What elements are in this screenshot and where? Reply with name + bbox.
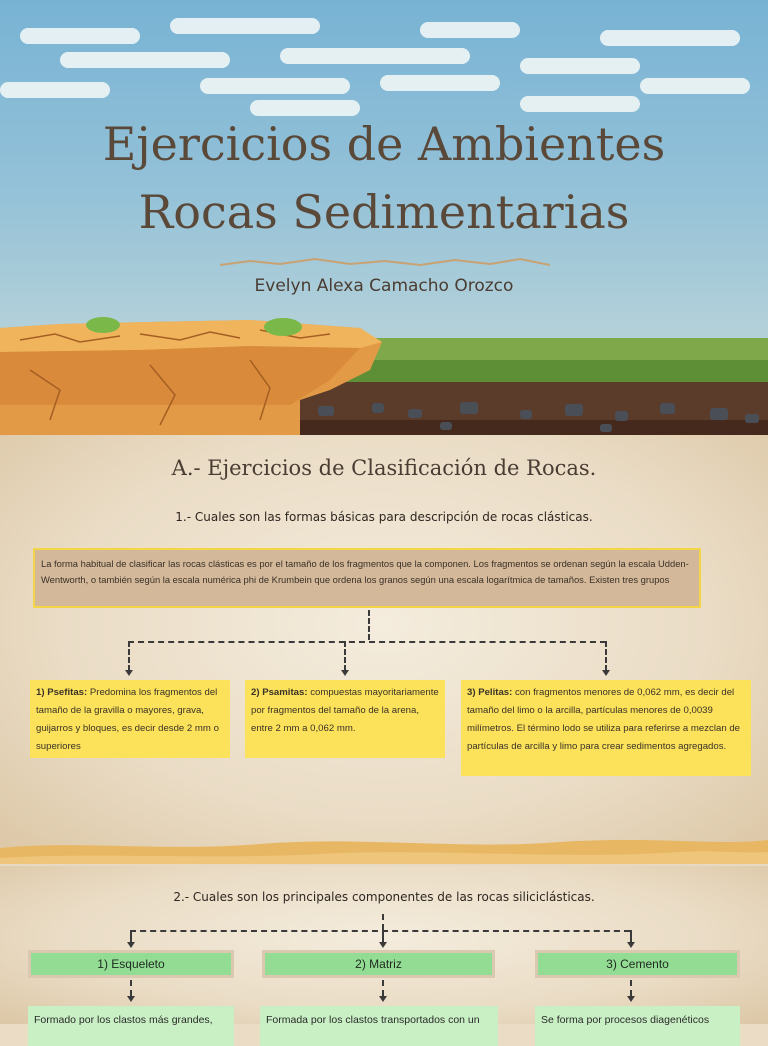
connector-line	[130, 930, 630, 932]
page-title-line2: Rocas Sedimentarias	[138, 185, 630, 239]
arrow-down-icon	[379, 942, 387, 948]
connector-line	[605, 641, 607, 671]
component-esqueleto: 1) Esqueleto	[28, 950, 234, 978]
group-psefitas	[30, 680, 230, 758]
group-term: 2) Psamitas:	[251, 687, 308, 698]
group-description: compuestas mayoritariamente por fragmentos del tamaño de la arena, entre 2 mm a 0,062 mm.	[251, 687, 439, 734]
connector-line	[368, 610, 370, 640]
question-1: 1.- Cuales son las formas básicas para descripción de rocas clásticas.	[175, 510, 593, 524]
question-2: 2.- Cuales son los principales componentes de las rocas siliciclásticas.	[173, 890, 595, 904]
title-banner	[0, 0, 768, 435]
component-cemento: 3) Cemento	[535, 950, 740, 978]
sand-divider	[0, 830, 768, 870]
cloud	[280, 48, 470, 64]
arrow-down-icon	[125, 670, 133, 676]
cloud	[60, 52, 230, 68]
cloud	[380, 75, 500, 91]
cloud	[170, 18, 320, 34]
group-psamitas	[245, 680, 445, 758]
connector-line	[128, 641, 130, 671]
connector-line	[382, 980, 384, 996]
arrow-down-icon	[379, 996, 387, 1002]
component-matriz: 2) Matriz	[262, 950, 495, 978]
connector-line	[382, 930, 384, 942]
author-name: Evelyn Alexa Camacho Orozco	[254, 276, 514, 296]
connector-line	[128, 641, 606, 643]
arrow-down-icon	[127, 996, 135, 1002]
cloud	[420, 22, 520, 38]
decorative-divider	[220, 256, 550, 270]
cemento-description: Se forma por procesos diagenéticos	[535, 1006, 740, 1046]
connector-line	[344, 641, 346, 671]
connector-line	[630, 980, 632, 996]
group-description: con fragmentos menores de 0,062 mm, es decir del tamaño del limo o la arcilla, partículas menores de 0,0039 milímetros. El término lodo se utiliza para referirse a mezclan de partículas de arcilla y limo para crear sedimentos agregados.	[467, 687, 740, 752]
page-title-line1: Ejercicios de Ambientes	[102, 117, 666, 171]
landscape-illustration	[0, 310, 768, 435]
section-classification	[0, 435, 768, 855]
arrow-down-icon	[127, 942, 135, 948]
section-a-heading: A.- Ejercicios de Clasificación de Rocas.	[171, 456, 597, 480]
group-term: 1) Psefitas:	[36, 687, 88, 698]
cloud	[0, 82, 110, 98]
arrow-down-icon	[627, 996, 635, 1002]
arrow-down-icon	[627, 942, 635, 948]
esqueleto-description: Formado por los clastos más grandes,	[28, 1006, 234, 1046]
matriz-description: Formada por los clastos transportados con un	[260, 1006, 498, 1046]
cloud	[520, 58, 640, 74]
arrow-down-icon	[602, 670, 610, 676]
cloud	[600, 30, 740, 46]
cloud	[250, 100, 360, 116]
group-term: 3) Pelitas:	[467, 687, 513, 698]
connector-line	[130, 980, 132, 996]
group-description: Predomina los fragmentos del tamaño de la gravilla o mayores, grava, guijarros y bloques, es decir desde 2 mm o superiores	[36, 687, 219, 752]
cloud	[20, 28, 140, 44]
connector-line	[382, 914, 384, 930]
connector-line	[630, 930, 632, 942]
cloud	[640, 78, 750, 94]
connector-line	[130, 930, 132, 942]
intro-text-box: La forma habitual de clasificar las rocas clásticas es por el tamaño de los fragmentos que la componen. Los fragmentos se ordenan según la escala Udden-Wentworth, o también según la escala numérica phi de Krumbein que ordena los granos según una escala logarítmica de tamaños. Existen tres grupos	[33, 548, 701, 608]
cloud	[520, 96, 640, 112]
arrow-down-icon	[341, 670, 349, 676]
group-pelitas	[461, 680, 751, 776]
cloud	[200, 78, 350, 94]
